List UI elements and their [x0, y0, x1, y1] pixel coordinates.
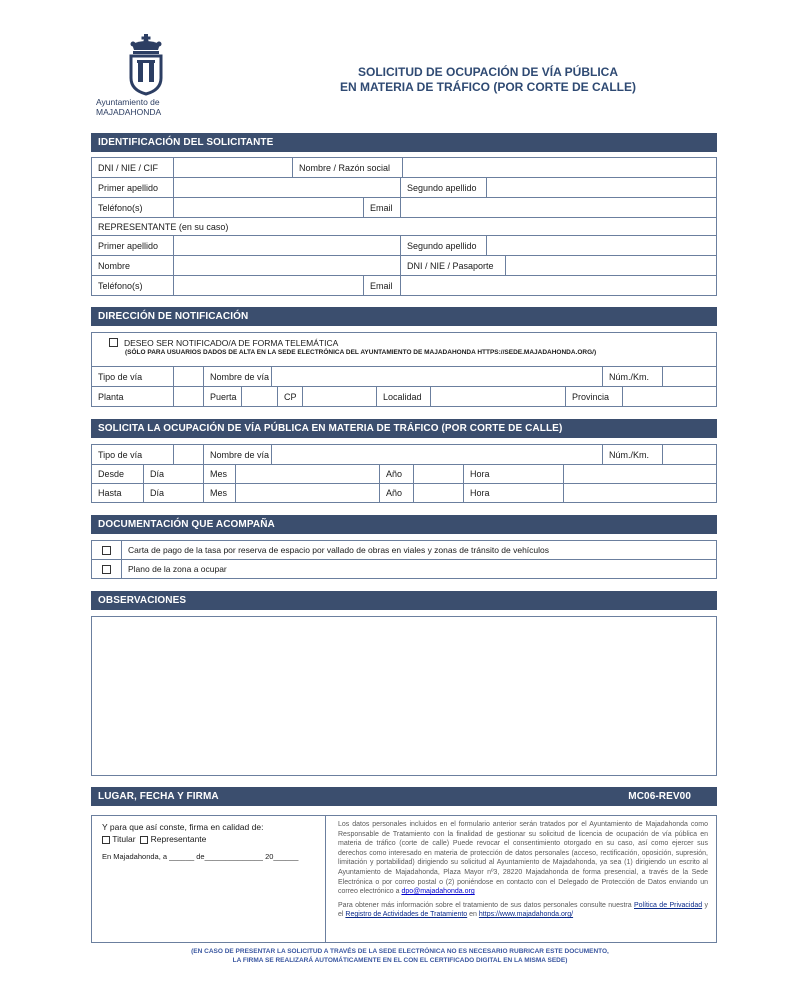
input-notif-num[interactable] — [663, 367, 717, 386]
input-dni[interactable] — [174, 158, 293, 177]
representante-label: Representante — [150, 834, 207, 844]
label-rep-primer-apellido: Primer apellido — [92, 236, 174, 255]
identificacion-grid — [91, 157, 717, 296]
input-email[interactable] — [401, 198, 717, 217]
doc-carta-checkbox[interactable] — [102, 546, 111, 555]
input-hasta-mes[interactable] — [236, 484, 380, 502]
label-representante: REPRESENTANTE (en su caso) — [92, 218, 717, 235]
label-localidad: Localidad — [377, 387, 431, 406]
label-desde-anio: Año — [380, 465, 414, 483]
firma-box — [91, 815, 717, 943]
row-apellidos — [92, 178, 717, 198]
registro-actividades-link[interactable]: Registro de Actividades de Tratamiento — [345, 911, 468, 919]
footer-line-2: LA FIRMA SE REALIZARÁ AUTOMÁTICAMENTE EN EL CON EL CERTIFICADO DIGITAL EN LA MISMA SEDE) — [232, 957, 568, 964]
doc-plano-checkbox[interactable] — [102, 565, 111, 574]
footer-note — [150, 947, 650, 965]
doc-plano-check-cell — [92, 560, 122, 578]
label-hasta: Hasta — [92, 484, 144, 502]
row-representante — [92, 218, 717, 236]
input-localidad[interactable] — [431, 387, 566, 406]
doc-carta-check-cell — [92, 541, 122, 559]
coat-of-arms-icon — [118, 34, 174, 96]
privacy-more-info — [338, 901, 708, 920]
telematica-label: DESEO SER NOTIFICADO/A DE FORMA TELEMÁTICA — [124, 338, 339, 348]
telematica-note: (SÓLO PARA USUARIOS DADOS DE ALTA EN LA SEDE ELECTRÓNICA DEL AYUNTAMIENTO DE MAJADAHONDA HTTPS://SEDE.MAJADAHONDA.ORG/) — [125, 349, 597, 356]
input-rep-email[interactable] — [401, 276, 717, 295]
firma-conste: Y para que así conste, firma en calidad de: — [102, 822, 264, 832]
row-telefono-email — [92, 198, 717, 218]
input-telefono[interactable] — [174, 198, 364, 217]
input-segundo-apellido[interactable] — [487, 178, 717, 197]
telematica-checkbox[interactable] — [109, 338, 118, 347]
row-solicita-via — [92, 445, 717, 465]
input-desde-hora[interactable] — [564, 465, 717, 483]
label-segundo-apellido: Segundo apellido — [401, 178, 487, 197]
row-rep-apellidos — [92, 236, 717, 256]
firma-title: LUGAR, FECHA Y FIRMA — [98, 791, 219, 802]
row-notif-via — [92, 367, 717, 387]
representante-checkbox[interactable] — [140, 836, 148, 844]
titular-checkbox[interactable] — [102, 836, 110, 844]
section-header-firma — [91, 787, 717, 806]
label-nombre-razon: Nombre / Razón social — [293, 158, 403, 177]
input-desde-anio[interactable] — [414, 465, 464, 483]
privacy-text: Los datos personales incluidos en el formulario anterior serán tratados por el Ayuntamiento de Majadahonda como Responsable de Tratamiento con la finalidad de gestionar su solicitud de licencia de ocupación de vía pública en materia de tráfico (corte de calle) Puede revocar el consentimiento otorgado en su caso, así como ejercer sus derechos como interesado en materia de protección de datos personales (acceso, rectificación, oposición, supresión, limitación y portabilidad) dirigiendo su solicitud al Ayuntamiento de Majadahonda, ya sea (1) dirigiendo un escrito al Ayuntamiento de Majadahonda, Plaza Mayor nº3, 28220 Majadahonda de forma presencial, a través de la Sede Electrónica o por correo postal o (2) poniéndose en contacto con el Delegado de Protección de Datos enviando un correo electrónico a — [338, 821, 708, 896]
input-rep-telefono[interactable] — [174, 276, 364, 295]
input-desde-mes[interactable] — [236, 465, 380, 483]
firma-lugar-fecha: En Majadahonda, a ______ de______________ 20______ — [102, 852, 299, 861]
input-sol-tipo-via[interactable] — [174, 445, 204, 464]
label-sol-nombre-via: Nombre de vía — [204, 445, 272, 464]
input-rep-nombre[interactable] — [174, 256, 401, 275]
row-rep-nombre — [92, 256, 717, 276]
label-dni: DNI / NIE / CIF — [92, 158, 174, 177]
footer-line-1: (EN CASO DE PRESENTAR LA SOLICITUD A TRAVÉS DE LA SEDE ELECTRÓNICA NO ES NECESARIO RUBRICAR ESTE DOCUMENTO, — [191, 948, 609, 955]
row-desde — [92, 465, 717, 484]
label-desde-mes: Mes — [204, 465, 236, 483]
observaciones-textarea[interactable] — [91, 616, 717, 776]
input-puerta[interactable] — [242, 387, 278, 406]
label-desde-dia: Día — [144, 465, 204, 483]
doc-carta-label: Carta de pago de la tasa por reserva de espacio por vallado de obras en viales y zonas de tránsito de vehículos — [122, 541, 717, 559]
label-rep-telefono: Teléfono(s) — [92, 276, 174, 295]
label-provincia: Provincia — [566, 387, 623, 406]
label-hasta-anio: Año — [380, 484, 414, 502]
doc-plano-label: Plano de la zona a ocupar — [122, 560, 717, 578]
input-rep-segundo-apellido[interactable] — [487, 236, 717, 255]
section-header-observaciones: OBSERVACIONES — [91, 591, 717, 610]
label-hasta-dia: Día — [144, 484, 204, 502]
row-hasta — [92, 484, 717, 503]
label-hasta-mes: Mes — [204, 484, 236, 502]
label-rep-dni: DNI / NIE / Pasaporte — [401, 256, 506, 275]
solicita-grid — [91, 444, 717, 503]
label-sol-tipo-via: Tipo de vía — [92, 445, 174, 464]
input-planta[interactable] — [174, 387, 204, 406]
label-hasta-hora: Hora — [464, 484, 564, 502]
input-hasta-anio[interactable] — [414, 484, 464, 502]
titular-label: Titular — [112, 834, 136, 844]
row-doc-carta — [92, 541, 717, 560]
row-notif-planta — [92, 387, 717, 407]
section-header-identificacion: IDENTIFICACIÓN DEL SOLICITANTE — [91, 133, 717, 152]
label-email: Email — [364, 198, 401, 217]
label-telefono: Teléfono(s) — [92, 198, 174, 217]
label-notif-tipo-via: Tipo de vía — [92, 367, 174, 386]
input-rep-primer-apellido[interactable] — [174, 236, 401, 255]
more-info-text: Para obtener más información sobre el tratamiento de sus datos personales consulte nuestra — [338, 901, 632, 909]
input-rep-dni[interactable] — [506, 256, 717, 275]
row-telematica — [92, 333, 717, 367]
dpo-email-link[interactable]: dpo@majadahonda.org — [401, 888, 475, 896]
label-rep-email: Email — [364, 276, 401, 295]
firma-calidad-options — [102, 834, 315, 844]
notificacion-grid — [91, 332, 717, 407]
label-puerta: Puerta — [204, 387, 242, 406]
section-header-notificacion: DIRECCIÓN DE NOTIFICACIÓN — [91, 307, 717, 326]
input-provincia[interactable] — [623, 387, 717, 406]
firma-left-panel — [92, 816, 326, 942]
majadahonda-url-link[interactable]: https://www.majadahonda.org/ — [478, 911, 574, 919]
label-desde-hora: Hora — [464, 465, 564, 483]
row-dni-nombre — [92, 158, 717, 178]
logo-line-2: MAJADAHONDA — [96, 107, 162, 117]
section-header-solicita: SOLICITA LA OCUPACIÓN DE VÍA PÚBLICA EN MATERIA DE TRÁFICO (POR CORTE DE CALLE) — [91, 419, 717, 438]
en-text: en — [469, 911, 477, 919]
y-el-text: y el — [338, 901, 708, 919]
label-sol-num: Núm./Km. — [603, 445, 663, 464]
input-hasta-hora[interactable] — [564, 484, 717, 502]
input-cp[interactable] — [303, 387, 377, 406]
privacy-notice — [338, 820, 708, 920]
title-line-2: EN MATERIA DE TRÁFICO (POR CORTE DE CALLE) — [340, 80, 636, 94]
form-code: MC06-REV00 — [628, 791, 691, 802]
input-sol-num[interactable] — [663, 445, 717, 464]
label-rep-nombre: Nombre — [92, 256, 174, 275]
label-cp: CP — [278, 387, 303, 406]
row-doc-plano — [92, 560, 717, 579]
telematica-cell — [92, 333, 717, 366]
input-notif-tipo-via[interactable] — [174, 367, 204, 386]
label-notif-num: Núm./Km. — [603, 367, 663, 386]
label-notif-nombre-via: Nombre de vía — [204, 367, 272, 386]
input-nombre-razon[interactable] — [403, 158, 717, 177]
row-rep-telefono-email — [92, 276, 717, 296]
document-title — [300, 65, 676, 95]
logo-line-1: Ayuntamiento de — [96, 97, 160, 107]
label-planta: Planta — [92, 387, 174, 406]
label-primer-apellido: Primer apellido — [92, 178, 174, 197]
documentacion-grid — [91, 540, 717, 579]
input-sol-nombre-via[interactable] — [272, 445, 603, 464]
input-notif-nombre-via[interactable] — [272, 367, 603, 386]
label-desde: Desde — [92, 465, 144, 483]
label-rep-segundo-apellido: Segundo apellido — [401, 236, 487, 255]
section-header-documentacion: DOCUMENTACIÓN QUE ACOMPAÑA — [91, 515, 717, 534]
politica-privacidad-link[interactable]: Política de Privacidad — [634, 901, 703, 909]
municipal-logo — [96, 34, 196, 118]
title-line-1: SOLICITUD DE OCUPACIÓN DE VÍA PÚBLICA — [357, 65, 618, 79]
input-primer-apellido[interactable] — [174, 178, 401, 197]
